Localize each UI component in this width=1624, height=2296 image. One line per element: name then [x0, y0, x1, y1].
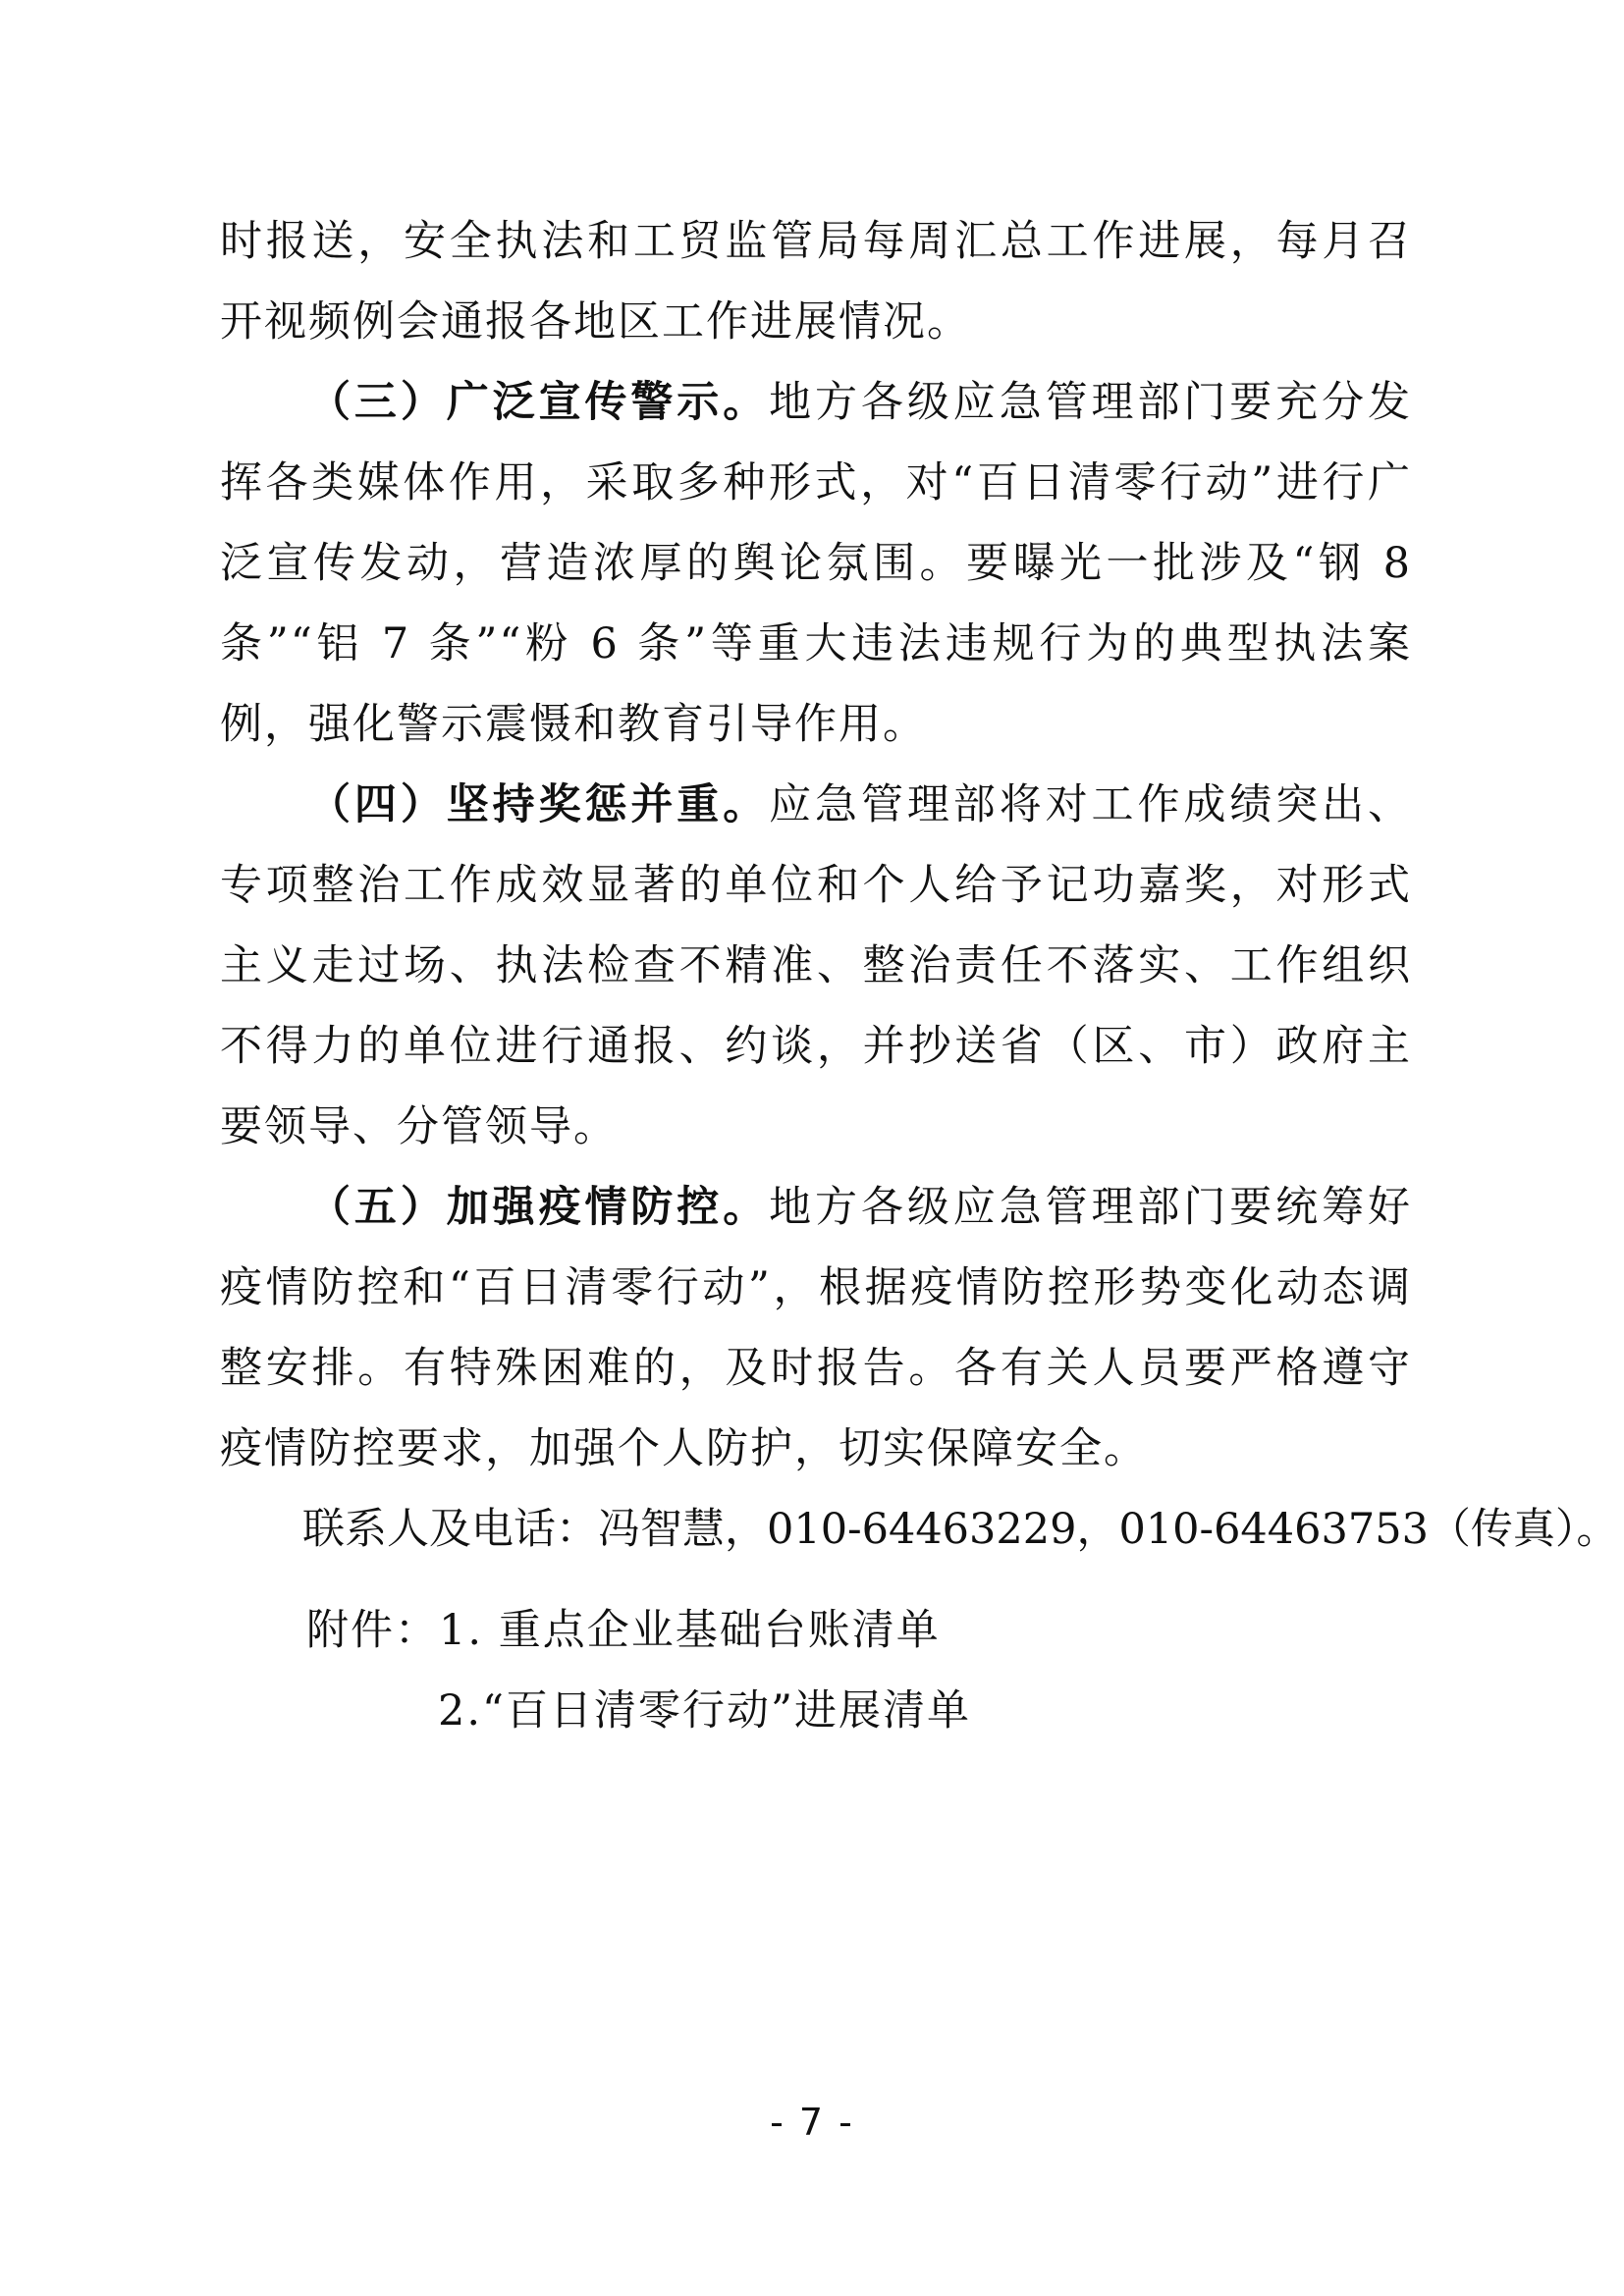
attachment-item [306, 1590, 971, 1671]
section-5-body: 地方各级应急管理部门要统筹好疫情防控和“百日清零行动”，根据疫情防控形势变化动态调整安排。有特殊困难的，及时报告。各有关人员要严格遵守疫情防控要求，加强个人防护，切实保障安全。 [220, 1183, 1413, 1473]
attachments-list [306, 1590, 971, 1751]
attachment-item-2: 2.“百日清零行动”进展清单 [438, 1686, 971, 1735]
continuation-paragraph: 时报送，安全执法和工贸监管局每周汇总工作进展，每月召开视频例会通报各地区工作进展情况。 [220, 217, 1412, 347]
section-4-paragraph [220, 765, 1412, 1167]
section-5-heading: （五）加强疫情防控。 [308, 1183, 770, 1232]
contact-line: 联系人及电话：冯智慧，010-64463229，010-64463753（传真）。 [302, 1505, 1619, 1554]
attachments-label: 附件： [306, 1606, 439, 1655]
section-3-heading: （三）广泛宣传警示。 [308, 378, 770, 427]
section-3-paragraph [220, 362, 1412, 765]
section-4-heading: （四）坚持奖惩并重。 [308, 780, 770, 829]
page-number: - 7 - [770, 2101, 854, 2144]
section-4-body: 应急管理部将对工作成绩突出、专项整治工作成效显著的单位和个人给予记功嘉奖，对形式主义走过场、执法检查不精准、整治责任不落实、工作组织不得力的单位进行通报、约谈，并抄送省（区、市）政府主要领导、分管领导。 [220, 780, 1413, 1151]
body-text [220, 201, 1619, 1570]
section-5-paragraph [220, 1167, 1412, 1489]
attachment-item-1: 1. 重点企业基础台账清单 [439, 1606, 941, 1655]
attachment-item [306, 1671, 971, 1751]
section-3-body: 地方各级应急管理部门要充分发挥各类媒体作用，采取多种形式，对“百日清零行动”进行广泛宣传发动，营造浓厚的舆论氛围。要曝光一批涉及“钢 8 条”“铝 7 条”“粉 6 条”等重大违法违规行为的典型执法案例，强化警示震慑和教育引导作用。 [220, 378, 1413, 749]
